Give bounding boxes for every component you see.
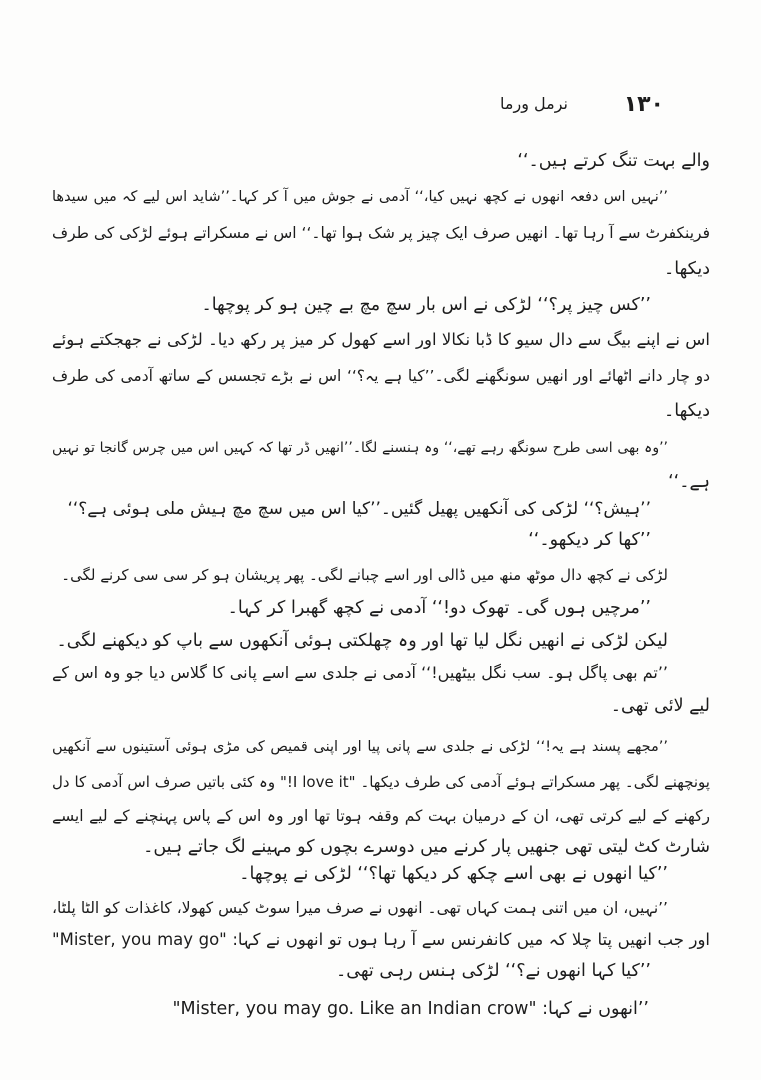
text-line: ’’ہیش؟‘‘ لڑکی کی آنکھیں پھیل گئیں۔’’کیا اس میں سچ مچ ہیش ملی ہوئی ہے؟‘‘ — [67, 499, 651, 519]
text-line: ’’کس چیز پر؟‘‘ لڑکی نے اس بار سچ مچ بے چین ہو کر پوچھا۔ — [201, 295, 651, 315]
text-line: پونچھنے لگی۔ پھر مسکراتے ہوئے آدمی کی طرف دیکھا۔ "I love it!" وہ کئی باتیں صرف اس آدمی کا دل — [52, 773, 710, 791]
text-line: ’’تم بھی پاگل ہو۔ سب نگل بیٹھیں!‘‘ آدمی نے جلدی سے اسے پانی کا گلاس دیا جو وہ اس کے — [52, 663, 668, 682]
text-line: ’’مرچیں ہوں گی۔ تھوک دو!‘‘ آدمی نے کچھ گھبرا کر کہا۔ — [227, 598, 651, 618]
text-line: اس نے اپنے بیگ سے دال سیو کا ڈبا نکالا اور اسے کھول کر میز پر رکھ دیا۔ لڑکی نے جھجکتے ہوئے — [52, 330, 710, 349]
text-line: اور جب انھیں پتا چلا کہ میں کانفرنس سے آ رہا ہوں تو انھوں نے کہا: "Mister, you may go" — [52, 930, 710, 949]
text-line: ’’وہ بھی اسی طرح سونگھ رہے تھے،‘‘ وہ ہنسنے لگا۔’’انھیں ڈر تھا کہ کہیں اس میں چرس گانجا تو نہیں — [52, 440, 668, 456]
text-line: لیکن لڑکی نے انھیں نگل لیا تھا اور وہ چھلکتی ہوئی آنکھوں سے باپ کو دیکھنے لگی۔ — [56, 631, 668, 651]
text-line: ’’نہیں اس دفعہ انھوں نے کچھ نہیں کیا،‘‘ آدمی نے جوش میں آ کر کہا۔’’شاید اس لیے کہ میں سیدھا — [52, 189, 668, 205]
text-line: رکھنے کے لیے کرتی تھی، ان کے درمیان بہت کم وقفہ ہوتا تھا اور وہ اس کے پاس پہنچنے کے لیے ایسے — [52, 807, 710, 825]
text-line: لیے لائی تھی۔ — [610, 696, 710, 716]
text-line: لڑکی نے کچھ دال موٹھ منھ میں ڈالی اور اسے چبانے لگی۔ پھر پریشان ہو کر سی سی کرنے لگی۔ — [61, 566, 668, 584]
running-title: نرمل ورما — [500, 94, 568, 113]
page-number: ۱۳۰ — [623, 92, 664, 117]
text-line: شارٹ کٹ لیتی تھی جنھیں پار کرنے میں دوسرے بچوں کو مہینے لگ جاتے ہیں۔ — [143, 837, 710, 857]
text-line: فرینکفرٹ سے آ رہا تھا۔ انھیں صرف ایک چیز پر شک ہوا تھا۔‘‘ اس نے مسکراتے ہوئے لڑکی کی طرف — [52, 224, 710, 242]
text-line: ’’کھا کر دیکھو۔‘‘ — [528, 530, 651, 550]
text-line: ’’مجھے پسند ہے یہ!‘‘ لڑکی نے جلدی سے پانی پیا اور اپنی قمیص کی مڑی ہوئی آستینوں سے آنکھیں — [52, 739, 668, 755]
page-header — [0, 92, 761, 122]
text-line: ’’نہیں، ان میں اتنی ہمت کہاں تھی۔ انھوں نے صرف میرا سوٹ کیس کھولا، کاغذات کو الٹا پلٹا، — [52, 899, 668, 917]
text-line: دو چار دانے اٹھائے اور انھیں سونگھنے لگی۔’’کیا ہے یہ؟‘‘ اس نے بڑے تجسس کے ساتھ آدمی کی طرف — [52, 367, 710, 385]
text-line: ’’کیا کہا انھوں نے؟‘‘ لڑکی ہنس رہی تھی۔ — [336, 961, 651, 981]
text-line: والے بہت تنگ کرتے ہیں۔‘‘ — [517, 151, 710, 171]
text-line: ہے۔‘‘ — [668, 472, 710, 492]
text-line: ’’انھوں نے کہا: "Mister, you may go. Like an Indian crow" — [172, 999, 649, 1019]
text-line: دیکھا۔ — [664, 259, 710, 279]
text-line: ’’کیا انھوں نے بھی اسے چکھ کر دیکھا تھا؟‘‘ لڑکی نے پوچھا۔ — [239, 864, 668, 884]
text-line: دیکھا۔ — [664, 401, 710, 421]
